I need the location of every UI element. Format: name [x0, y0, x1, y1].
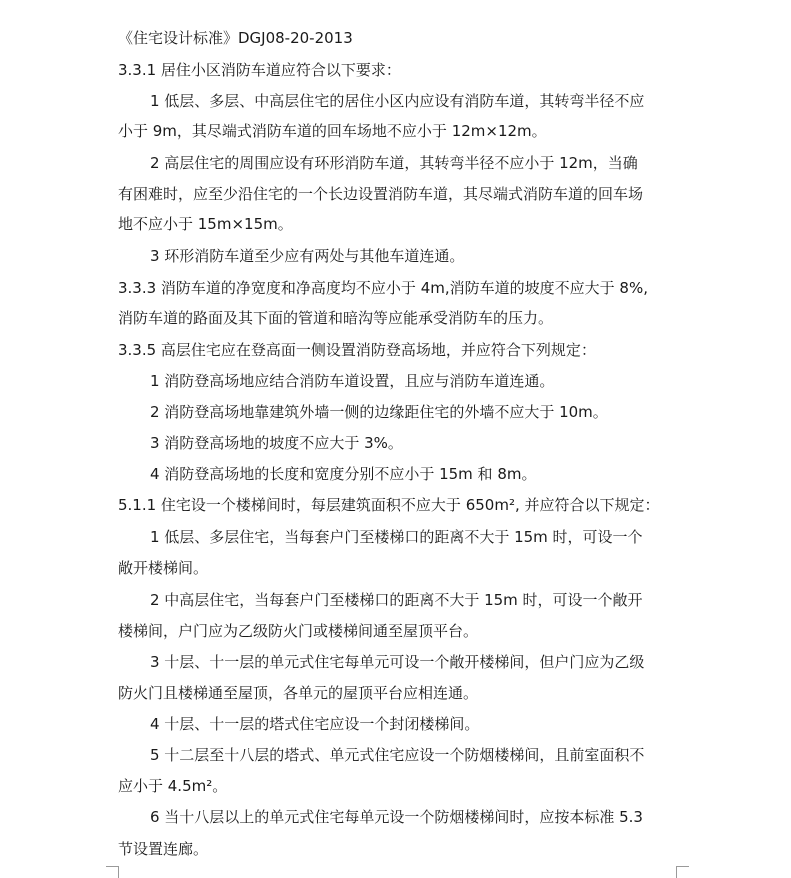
paragraph-line: 6 当十八层以上的单元式住宅每单元设一个防烟楼梯间时，应按本标准 5.3 — [150, 808, 643, 826]
paragraph-line: 1 低层、多层住宅，当每套户门至楼梯口的距离不大于 15m 时，可设一个 — [150, 528, 643, 546]
paragraph-line: 3 十层、十一层的单元式住宅每单元可设一个敞开楼梯间，但户门应为乙级 — [150, 653, 645, 671]
paragraph-line: 消防车道的路面及其下面的管道和暗沟等应能承受消防车的压力。 — [118, 309, 554, 327]
paragraph-line: 楼梯间，户门应为乙级防火门或楼梯间通至屋顶平台。 — [118, 622, 479, 640]
paragraph-line: 4 消防登高场地的长度和宽度分别不应小于 15m 和 8m。 — [150, 465, 537, 483]
crop-mark-left-vertical — [118, 866, 119, 878]
paragraph-line: 地不应小于 15m×15m。 — [118, 215, 293, 233]
paragraph-line: 防火门且楼梯通至屋顶，各单元的屋顶平台应相连通。 — [118, 684, 479, 702]
crop-mark-right-vertical — [676, 866, 677, 878]
crop-mark-left-horizontal — [106, 866, 118, 867]
paragraph-line: 3 环形消防车道至少应有两处与其他车道连通。 — [150, 247, 465, 265]
paragraph-line: 节设置连廊。 — [118, 840, 209, 858]
paragraph-line: 小于 9m，其尽端式消防车道的回车场地不应小于 12m×12m。 — [118, 122, 547, 140]
section-3-3-5-heading: 3.3.5 高层住宅应在登高面一侧设置消防登高场地，并应符合下列规定： — [118, 341, 596, 359]
paragraph-line: 5 十二层至十八层的塔式、单元式住宅应设一个防烟楼梯间，且前室面积不 — [150, 746, 645, 764]
paragraph-line: 2 中高层住宅，当每套户门至楼梯口的距离不大于 15m 时，可设一个敞开 — [150, 591, 643, 609]
document-header: 《住宅设计标准》DGJ08-20-2013 — [118, 29, 353, 47]
paragraph-line: 4 十层、十一层的塔式住宅应设一个封闭楼梯间。 — [150, 715, 480, 733]
paragraph-line: 应小于 4.5m²。 — [118, 777, 228, 795]
paragraph-line: 敞开楼梯间。 — [118, 559, 209, 577]
crop-mark-right-horizontal — [677, 866, 689, 867]
paragraph-line: 1 低层、多层、中高层住宅的居住小区内应设有消防车道，其转弯半径不应 — [150, 92, 645, 110]
paragraph-line: 有困难时，应至少沿住宅的一个长边设置消防车道，其尽端式消防车道的回车场 — [118, 185, 644, 203]
paragraph-line: 3 消防登高场地的坡度不应大于 3%。 — [150, 434, 403, 452]
section-3-3-1-heading: 3.3.1 居住小区消防车道应符合以下要求： — [118, 61, 401, 79]
paragraph-line: 1 消防登高场地应结合消防车道设置，且应与消防车道连通。 — [150, 372, 555, 390]
paragraph-line: 2 高层住宅的周围应设有环形消防车道，其转弯半径不应小于 12m，当确 — [150, 154, 638, 172]
section-3-3-3-heading: 3.3.3 消防车道的净宽度和净高度均不应小于 4m,消防车道的坡度不应大于 8%, — [118, 279, 648, 297]
paragraph-line: 2 消防登高场地靠建筑外墙一侧的边缘距住宅的外墙不应大于 10m。 — [150, 403, 608, 421]
section-5-1-1-heading: 5.1.1 住宅设一个楼梯间时，每层建筑面积不应大于 650m², 并应符合以下规定： — [118, 496, 660, 514]
